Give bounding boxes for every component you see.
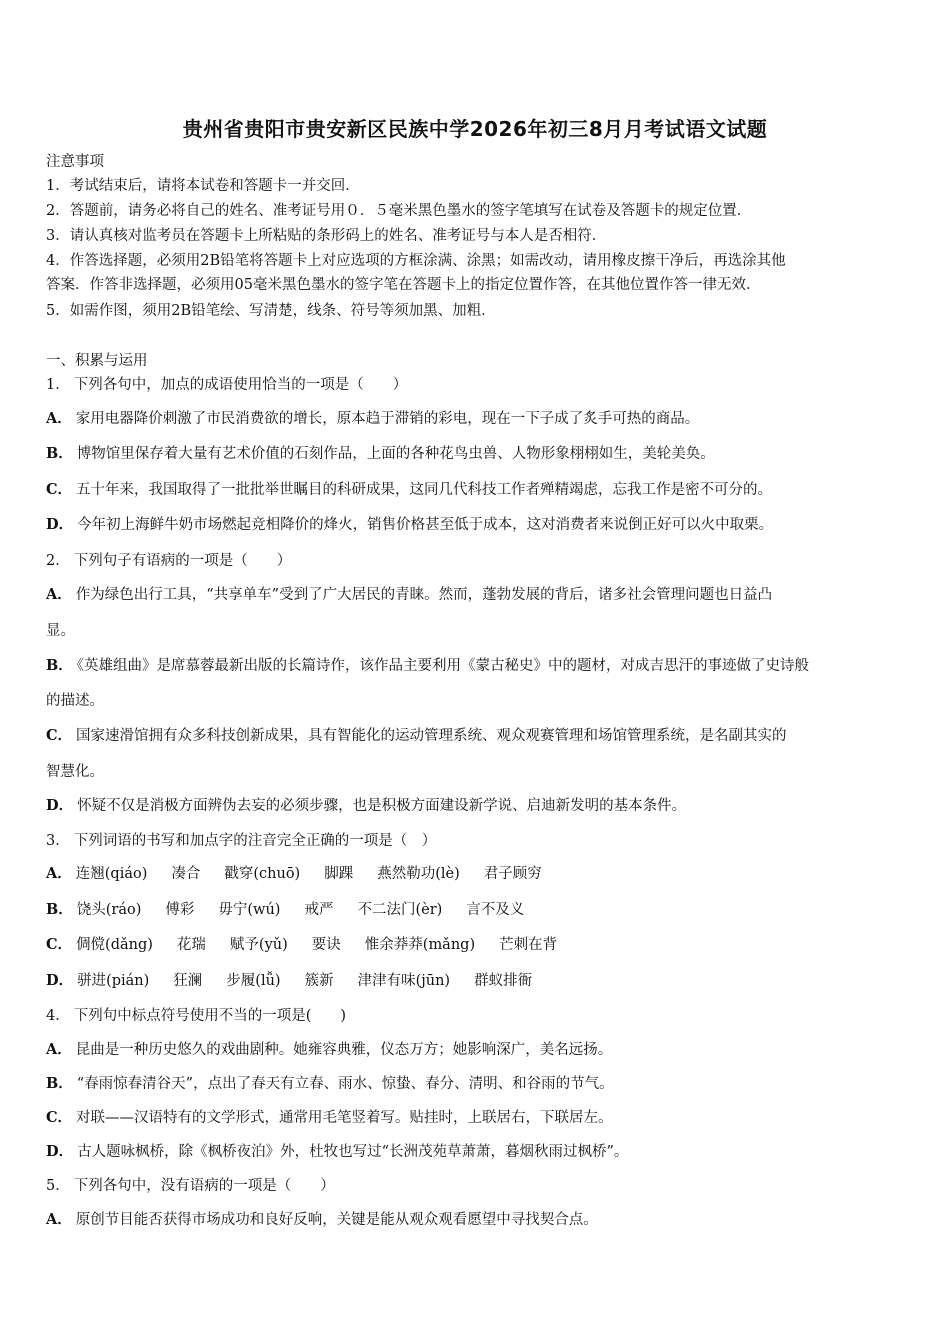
option-label: B． — [46, 1075, 73, 1092]
option-text: 原创节目能否获得市场成功和良好反响，关键是能从观众观看愿望中寻找契合点。 — [75, 1212, 598, 1228]
option-label: B． — [46, 657, 73, 674]
word: 赋予(yǔ) — [229, 937, 288, 953]
q2-option-a-cont: 显。 — [46, 623, 75, 639]
question-number: 3． — [46, 833, 70, 849]
word: 花瑞 — [176, 937, 206, 953]
option-text: 家用电器降价刺激了市民消费欲的增长，原本趋于滞销的彩电，现在一下子成了炙手可热的商品。 — [75, 411, 700, 427]
option-text: 古人题咏枫桥，除《枫桥夜泊》外，杜牧也写过“长洲茂苑草萧萧，暮烟秋雨过枫桥”。 — [77, 1144, 629, 1160]
option-label: D． — [46, 1143, 74, 1160]
option-text: 怀疑不仅是消极方面辨伪去妄的必须步骤，也是积极方面建设新学说、启迪新发明的基本条件。 — [77, 798, 687, 814]
option-text: 五十年来，我国取得了一批批举世瞩目的科研成果，这同几代科技工作者殚精竭虑，忘我工作是密不可分的。 — [76, 482, 773, 498]
q4-option-b — [46, 1074, 614, 1094]
question-text: 下列句中标点符号使用不当的一项是( ) — [73, 1008, 347, 1024]
option-label: D． — [46, 516, 74, 533]
option-label: C． — [46, 481, 73, 498]
option-label: A． — [46, 865, 72, 882]
option-text: 博物馆里保存着大量有艺术价值的石刻作品，上面的各种花鸟虫兽、人物形象栩栩如生，美轮美奂。 — [76, 446, 715, 462]
option-text: “春雨惊春清谷天”，点出了春天有立春、雨水、惊蛰、春分、清明、和谷雨的节气。 — [76, 1076, 614, 1092]
option-label: C． — [46, 1109, 73, 1126]
q3-option-c — [46, 935, 581, 955]
notice-item: 5．如需作图，须用2B铅笔绘、写清楚，线条、符号等须加黑、加粗． — [46, 303, 496, 319]
word: 言不及义 — [466, 902, 525, 918]
option-label: D． — [46, 797, 74, 814]
option-label: A． — [46, 410, 72, 427]
section-heading: 一、积累与运用 — [46, 353, 148, 369]
word: 步履(lǚ) — [226, 973, 281, 989]
word: 骈进(pián) — [77, 973, 150, 989]
option-text: 作为绿色出行工具，“共享单车”受到了广大居民的青睐。然而，蓬勃发展的背后，诸多社会管理问题也日益凸 — [75, 587, 773, 603]
q1-option-d — [46, 515, 773, 535]
word: 惟余莽莽(mǎng) — [364, 937, 476, 953]
notice-item: 1．考试结束后，请将本试卷和答题卡一并交回． — [46, 178, 360, 194]
option-text: 国家速滑馆拥有众多科技创新成果，具有智能化的运动管理系统、观众观赛管理和场馆管理系统，是名副其实的 — [76, 728, 787, 744]
page-title: 贵州省贵阳市贵安新区民族中学2026年初三8月月考试语文试题 — [182, 117, 768, 141]
q5-option-a — [46, 1210, 598, 1230]
word: 簇新 — [304, 973, 334, 989]
word: 毋宁(wú) — [218, 902, 281, 918]
word: 芒刺在背 — [499, 937, 558, 953]
word: 脚踝 — [324, 866, 354, 882]
word: 群蚁排衙 — [474, 973, 533, 989]
notice-item: 3．请认真核对监考员在答题卡上所粘贴的条形码上的姓名、准考证号与本人是否相符． — [46, 228, 607, 244]
option-text: 对联——汉语特有的文学形式，通常用毛笔竖着写。贴挂时，上联居右，下联居左。 — [76, 1110, 613, 1126]
option-label: C． — [46, 936, 73, 953]
word: 津津有味(jūn) — [357, 973, 451, 989]
question-1-stem — [46, 375, 407, 395]
notice-item: 2．答题前，请务必将自己的姓名、准考证号用０．５毫米黑色墨水的签字笔填写在试卷及答题卡的规定位置． — [46, 203, 752, 219]
q2-option-a — [46, 585, 772, 605]
word: 戒严 — [304, 902, 334, 918]
q1-option-b — [46, 444, 715, 464]
word: 连翘(qiáo) — [75, 866, 148, 882]
notice-heading: 注意事项 — [46, 154, 104, 170]
option-label: A． — [46, 1211, 72, 1228]
question-number: 5． — [46, 1178, 70, 1194]
option-label: A． — [46, 1041, 72, 1058]
question-number: 1． — [46, 377, 70, 393]
word: 倜傥(dǎng) — [76, 937, 153, 953]
word: 傅彩 — [165, 902, 195, 918]
option-label: B． — [46, 445, 73, 462]
q2-option-b — [46, 656, 809, 676]
word: 饶头(ráo) — [76, 902, 142, 918]
question-text: 下列词语的书写和加点字的注音完全正确的一项是（ ） — [73, 833, 437, 849]
q2-option-c — [46, 726, 787, 746]
question-4-stem — [46, 1006, 346, 1026]
word: 凑合 — [171, 866, 201, 882]
word: 要诀 — [311, 937, 341, 953]
option-label: B． — [46, 901, 73, 918]
option-label: C． — [46, 727, 73, 744]
q4-option-d — [46, 1142, 628, 1162]
option-label: D． — [46, 972, 74, 989]
question-text: 下列各句中，没有语病的一项是（ ） — [73, 1178, 335, 1194]
question-3-stem — [46, 831, 436, 851]
word: 君子顾穷 — [483, 866, 542, 882]
word: 不二法门(èr) — [357, 902, 443, 918]
option-text: 昆曲是一种历史悠久的戏曲剧种。她雍容典雅，仪态万方；她影响深广，美名远扬。 — [75, 1042, 613, 1058]
q2-option-c-cont: 智慧化。 — [46, 764, 104, 780]
option-label: A． — [46, 586, 72, 603]
q1-option-a — [46, 409, 699, 429]
word: 狂澜 — [173, 973, 203, 989]
question-number: 2． — [46, 553, 70, 569]
q4-option-a — [46, 1040, 612, 1060]
notice-item: 4．作答选择题，必须用2B铅笔将答题卡上对应选项的方框涂满、涂黑；如需改动，请用橡皮擦干净后，再选涂其他 — [46, 253, 786, 269]
q2-option-b-cont: 的描述。 — [46, 693, 104, 709]
q1-option-c — [46, 480, 772, 500]
q4-option-c — [46, 1108, 613, 1128]
question-2-stem — [46, 551, 291, 571]
question-5-stem — [46, 1176, 335, 1196]
question-number: 4． — [46, 1008, 70, 1024]
notice-item: 答案．作答非选择题，必须用05毫米黑色墨水的签字笔在答题卡上的指定位置作答，在其他位置作答一律无效． — [46, 277, 761, 293]
word: 燕然勒功(lè) — [377, 866, 460, 882]
word: 戳穿(chuō) — [224, 866, 301, 882]
option-text: 《英雄组曲》是席慕蓉最新出版的长篇诗作，该作品主要利用《蒙古秘史》中的题材，对成吉思汗的事迹做了史诗般 — [76, 658, 810, 674]
question-text: 下列句子有语病的一项是（ ） — [73, 553, 292, 569]
q3-option-b — [46, 900, 548, 920]
option-text: 今年初上海鲜牛奶市场燃起竞相降价的烽火，销售价格甚至低于成本，这对消费者来说倒正好可以火中取栗。 — [77, 517, 774, 533]
q3-option-d — [46, 971, 556, 991]
question-text: 下列各句中，加点的成语使用恰当的一项是（ ） — [73, 377, 408, 393]
q3-option-a — [46, 864, 566, 884]
q2-option-d — [46, 796, 686, 816]
